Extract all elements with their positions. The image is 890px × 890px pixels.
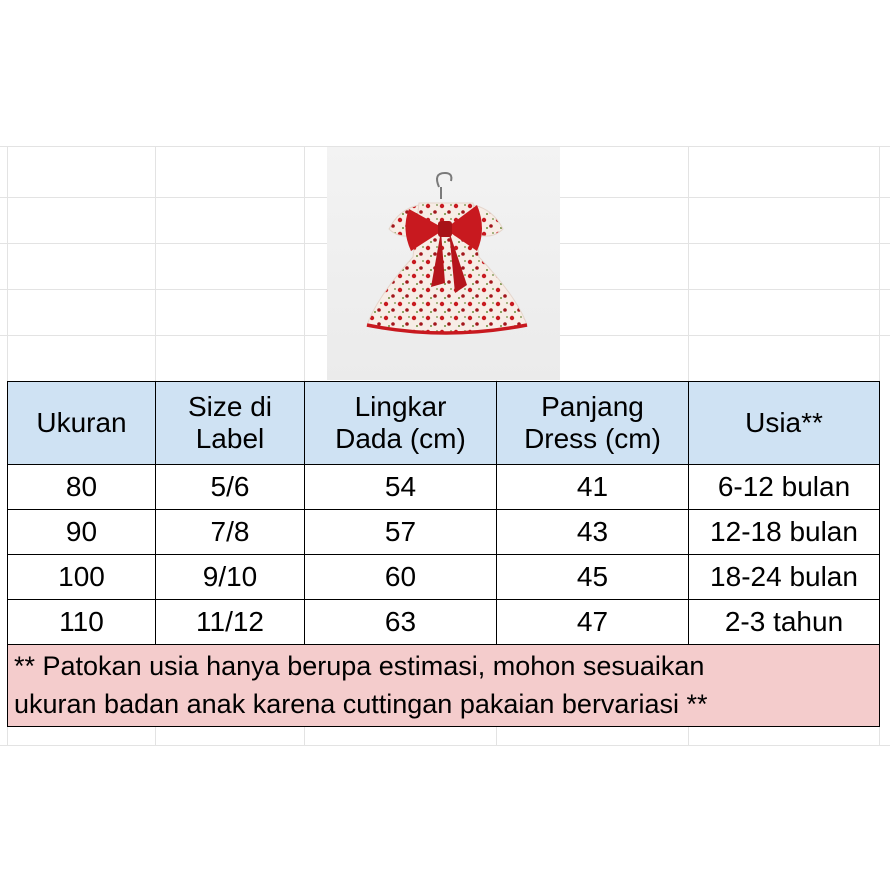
table-row <box>8 465 880 510</box>
note-row <box>8 645 880 727</box>
header-size-di-label: Size di Label <box>156 382 305 465</box>
header-panjang-dress: Panjang Dress (cm) <box>497 382 689 465</box>
age-estimate-note: ** Patokan usia hanya berupa estimasi, mohon sesuaikan ukuran badan anak karena cuttingan pakaian bervariasi ** <box>8 645 880 727</box>
cell-size-label: 11/12 <box>156 600 305 645</box>
cell-panjang-dress: 47 <box>497 600 689 645</box>
cell-size-label: 7/8 <box>156 510 305 555</box>
cell-panjang-dress: 43 <box>497 510 689 555</box>
table-row <box>8 510 880 555</box>
cell-usia: 12-18 bulan <box>689 510 880 555</box>
cell-usia: 6-12 bulan <box>689 465 880 510</box>
cell-panjang-dress: 41 <box>497 465 689 510</box>
table-row <box>8 600 880 645</box>
header-lingkar-dada: Lingkar Dada (cm) <box>305 382 497 465</box>
cell-lingkar-dada: 60 <box>305 555 497 600</box>
cell-lingkar-dada: 57 <box>305 510 497 555</box>
header-usia: Usia** <box>689 382 880 465</box>
cell-panjang-dress: 45 <box>497 555 689 600</box>
cell-lingkar-dada: 54 <box>305 465 497 510</box>
cell-usia: 18-24 bulan <box>689 555 880 600</box>
table-row <box>8 555 880 600</box>
cell-ukuran: 100 <box>8 555 156 600</box>
cell-ukuran: 90 <box>8 510 156 555</box>
header-ukuran: Ukuran <box>8 382 156 465</box>
cell-ukuran: 110 <box>8 600 156 645</box>
cell-size-label: 5/6 <box>156 465 305 510</box>
cell-size-label: 9/10 <box>156 555 305 600</box>
dress-icon <box>327 147 560 380</box>
size-chart-table <box>7 381 880 727</box>
product-photo <box>327 147 560 380</box>
cell-usia: 2-3 tahun <box>689 600 880 645</box>
table-header-row <box>8 382 880 465</box>
cell-lingkar-dada: 63 <box>305 600 497 645</box>
cell-ukuran: 80 <box>8 465 156 510</box>
